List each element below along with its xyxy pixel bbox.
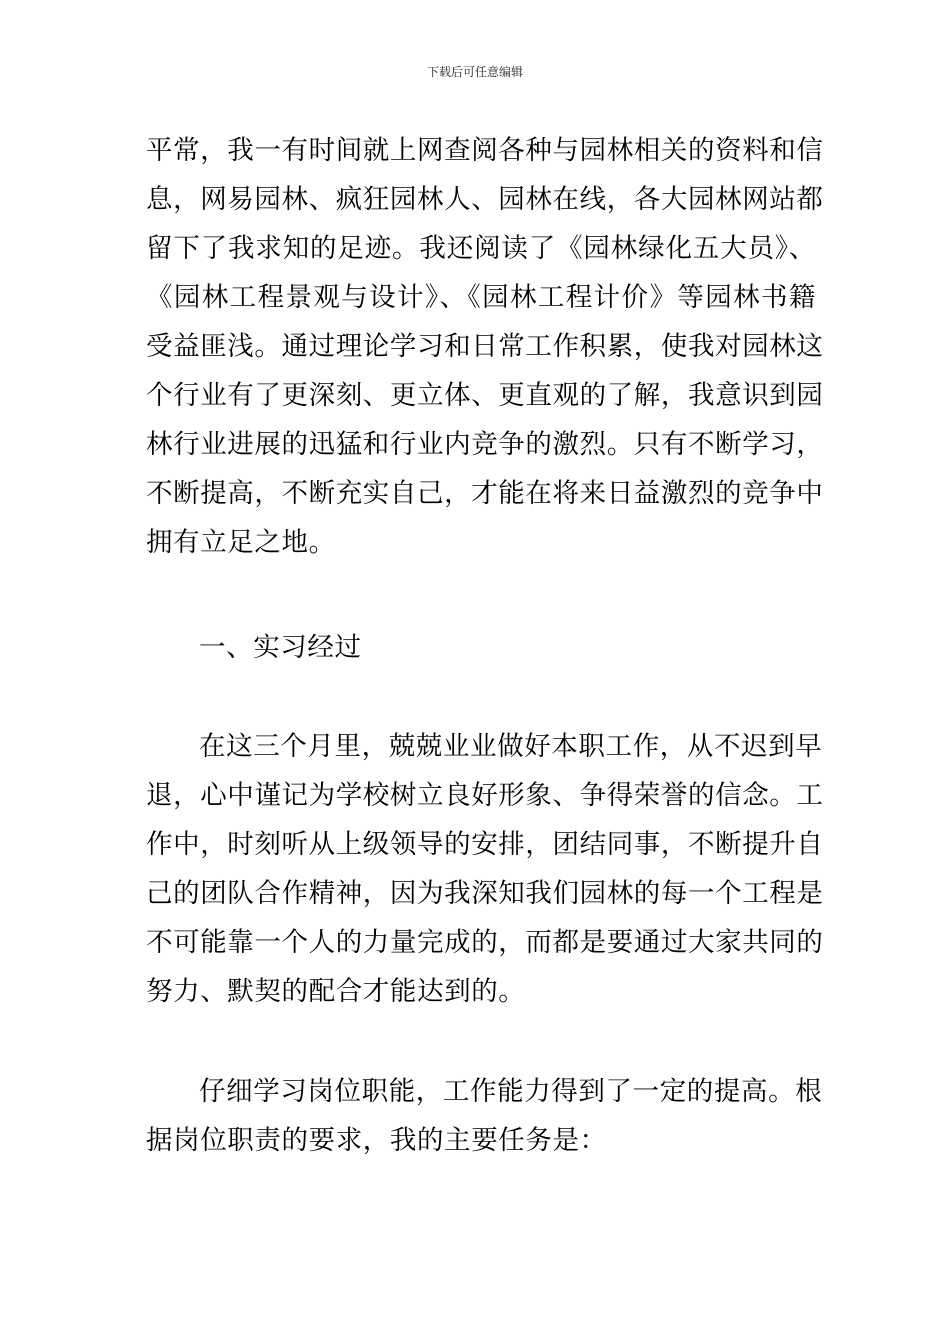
paragraph-3 <box>146 1067 823 1165</box>
text-line: 《园林工程景观与设计》、《园林工程计价》等园林书籍 <box>146 282 816 313</box>
text-line: 仔细学习岗位职能，工作能力得到了一定的提高。根 <box>199 1076 823 1107</box>
page-header-note: 下载后可任意编辑 <box>426 65 523 79</box>
text-line: 个行业有了更深刻、更立体、更直观的了解，我意识到园 <box>146 380 824 411</box>
text-line: 退，心中谨记为学校树立良好形象、争得荣誉的信念。工 <box>146 780 824 811</box>
section-heading-text: 一、实习经过 <box>199 632 362 663</box>
text-line: 在这三个月里，兢兢业业做好本职工作，从不迟到早 <box>199 731 823 762</box>
text-line: 不可能靠一个人的力量完成的，而都是要通过大家共同的 <box>146 927 824 958</box>
text-line: 据岗位职责的要求，我的主要任务是： <box>146 1125 607 1156</box>
section-heading <box>146 623 816 672</box>
text-line: 不断提高，不断充实自己，才能在将来日益激烈的竞争中 <box>146 478 824 509</box>
text-line: 己的团队合作精神，因为我深知我们园林的每一个工程是 <box>146 878 824 909</box>
text-line: 林行业进展的迅猛和行业内竞争的激烈。只有不断学习， <box>146 429 824 460</box>
text-line: 受益匪浅。通过理论学习和日常工作积累，使我对园林这 <box>146 331 824 362</box>
paragraph-2 <box>146 722 824 1016</box>
text-line: 留下了我求知的足迹。我还阅读了《园林绿化五大员》、 <box>146 233 816 264</box>
text-line: 努力、默契的配合才能达到的。 <box>146 976 526 1007</box>
paragraph-1 <box>146 126 824 567</box>
text-line: 作中，时刻听从上级领导的安排，团结同事，不断提升自 <box>146 829 824 860</box>
text-line: 平常，我一有时间就上网查阅各种与园林相关的资料和信 <box>146 135 824 166</box>
text-line: 拥有立足之地。 <box>146 527 336 558</box>
text-line: 息，网易园林、疯狂园林人、园林在线，各大园林网站都 <box>146 184 824 215</box>
